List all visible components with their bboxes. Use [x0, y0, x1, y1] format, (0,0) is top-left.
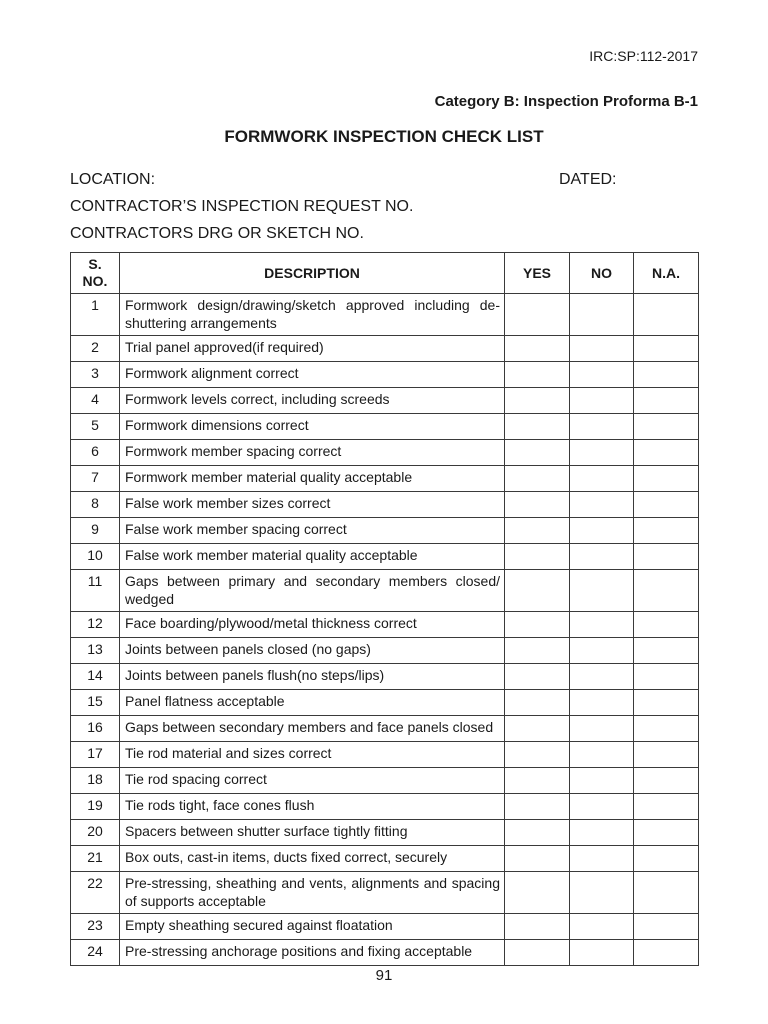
row-na-cell[interactable] [634, 690, 699, 716]
drawing-sketch-label: CONTRACTORS DRG OR SKETCH NO. [70, 225, 364, 242]
row-description: Formwork member material quality acceptable [120, 466, 505, 492]
row-description: Joints between panels flush(no steps/lips) [120, 664, 505, 690]
table-row [71, 820, 699, 846]
row-description: Face boarding/plywood/metal thickness correct [120, 612, 505, 638]
row-description: Gaps between primary and secondary members closed/ wedged [120, 570, 505, 612]
row-yes-cell[interactable] [505, 638, 570, 664]
dated-label: DATED: [559, 171, 617, 188]
row-description: False work member spacing correct [120, 518, 505, 544]
row-serial-number: 9 [71, 518, 120, 544]
row-yes-cell[interactable] [505, 716, 570, 742]
row-serial-number: 3 [71, 362, 120, 388]
row-serial-number: 6 [71, 440, 120, 466]
row-serial-number: 22 [71, 872, 120, 914]
column-header-description: DESCRIPTION [120, 253, 505, 294]
row-na-cell[interactable] [634, 612, 699, 638]
row-yes-cell[interactable] [505, 940, 570, 966]
row-description: Panel flatness acceptable [120, 690, 505, 716]
row-na-cell[interactable] [634, 388, 699, 414]
row-no-cell[interactable] [570, 336, 634, 362]
table-row [71, 336, 699, 362]
row-serial-number: 17 [71, 742, 120, 768]
row-description: False work member material quality acceptable [120, 544, 505, 570]
row-na-cell[interactable] [634, 794, 699, 820]
table-row [71, 440, 699, 466]
row-serial-number: 1 [71, 294, 120, 336]
row-description: Pre-stressing, sheathing and vents, alignments and spacing of supports acceptable [120, 872, 505, 914]
row-na-cell[interactable] [634, 768, 699, 794]
row-serial-number: 11 [71, 570, 120, 612]
row-description: Tie rod material and sizes correct [120, 742, 505, 768]
table-row [71, 690, 699, 716]
row-yes-cell[interactable] [505, 388, 570, 414]
row-no-cell[interactable] [570, 872, 634, 914]
row-yes-cell[interactable] [505, 466, 570, 492]
row-yes-cell[interactable] [505, 570, 570, 612]
page-title: FORMWORK INSPECTION CHECK LIST [224, 127, 544, 146]
row-na-cell[interactable] [634, 544, 699, 570]
table-row [71, 612, 699, 638]
table-row [71, 940, 699, 966]
table-row [71, 768, 699, 794]
location-label: LOCATION: [70, 171, 156, 188]
row-description: Formwork member spacing correct [120, 440, 505, 466]
row-description: Formwork alignment correct [120, 362, 505, 388]
row-description: Formwork levels correct, including screeds [120, 388, 505, 414]
row-description: Empty sheathing secured against floatation [120, 914, 505, 940]
row-no-cell[interactable] [570, 414, 634, 440]
row-description: Gaps between secondary members and face panels closed [120, 716, 505, 742]
column-header-yes: YES [505, 253, 570, 294]
table-header-row [71, 253, 699, 294]
row-serial-number: 5 [71, 414, 120, 440]
row-no-cell[interactable] [570, 638, 634, 664]
row-description: Tie rods tight, face cones flush [120, 794, 505, 820]
row-yes-cell[interactable] [505, 820, 570, 846]
row-serial-number: 12 [71, 612, 120, 638]
row-description: Tie rod spacing correct [120, 768, 505, 794]
row-serial-number: 24 [71, 940, 120, 966]
category-heading: Category B: Inspection Proforma B-1 [434, 93, 698, 110]
table-row [71, 466, 699, 492]
row-na-cell[interactable] [634, 336, 699, 362]
row-serial-number: 19 [71, 794, 120, 820]
row-na-cell[interactable] [634, 570, 699, 612]
row-na-cell[interactable] [634, 492, 699, 518]
table-row [71, 388, 699, 414]
row-yes-cell[interactable] [505, 846, 570, 872]
row-yes-cell[interactable] [505, 336, 570, 362]
row-serial-number: 18 [71, 768, 120, 794]
row-na-cell[interactable] [634, 940, 699, 966]
row-yes-cell[interactable] [505, 914, 570, 940]
column-header-sno [71, 253, 120, 294]
row-no-cell[interactable] [570, 570, 634, 612]
row-na-cell[interactable] [634, 716, 699, 742]
row-no-cell[interactable] [570, 466, 634, 492]
table-row [71, 794, 699, 820]
row-no-cell[interactable] [570, 518, 634, 544]
row-description: Formwork design/drawing/sketch approved including de-shuttering arrangements [120, 294, 505, 336]
row-yes-cell[interactable] [505, 872, 570, 914]
row-yes-cell[interactable] [505, 742, 570, 768]
table-row [71, 414, 699, 440]
row-no-cell[interactable] [570, 846, 634, 872]
row-serial-number: 8 [71, 492, 120, 518]
row-no-cell[interactable] [570, 544, 634, 570]
table-row [71, 518, 699, 544]
row-serial-number: 4 [71, 388, 120, 414]
row-no-cell[interactable] [570, 612, 634, 638]
row-serial-number: 14 [71, 664, 120, 690]
row-serial-number: 23 [71, 914, 120, 940]
row-na-cell[interactable] [634, 846, 699, 872]
row-no-cell[interactable] [570, 742, 634, 768]
table-row [71, 716, 699, 742]
table-row [71, 846, 699, 872]
row-yes-cell[interactable] [505, 518, 570, 544]
row-no-cell[interactable] [570, 388, 634, 414]
table-row [71, 638, 699, 664]
row-yes-cell[interactable] [505, 794, 570, 820]
row-description: False work member sizes correct [120, 492, 505, 518]
row-na-cell[interactable] [634, 820, 699, 846]
row-serial-number: 7 [71, 466, 120, 492]
row-na-cell[interactable] [634, 414, 699, 440]
row-description: Formwork dimensions correct [120, 414, 505, 440]
row-yes-cell[interactable] [505, 690, 570, 716]
inspection-request-label: CONTRACTOR’S INSPECTION REQUEST NO. [70, 198, 414, 215]
row-na-cell[interactable] [634, 872, 699, 914]
row-no-cell[interactable] [570, 440, 634, 466]
table-row [71, 664, 699, 690]
row-serial-number: 16 [71, 716, 120, 742]
row-yes-cell[interactable] [505, 440, 570, 466]
row-serial-number: 10 [71, 544, 120, 570]
row-no-cell[interactable] [570, 690, 634, 716]
row-no-cell[interactable] [570, 664, 634, 690]
row-na-cell[interactable] [634, 664, 699, 690]
row-no-cell[interactable] [570, 768, 634, 794]
row-na-cell[interactable] [634, 362, 699, 388]
table-row [71, 294, 699, 336]
table-row [71, 544, 699, 570]
row-no-cell[interactable] [570, 820, 634, 846]
row-na-cell[interactable] [634, 742, 699, 768]
column-header-na: N.A. [634, 253, 699, 294]
row-yes-cell[interactable] [505, 612, 570, 638]
row-yes-cell[interactable] [505, 414, 570, 440]
row-no-cell[interactable] [570, 362, 634, 388]
row-yes-cell[interactable] [505, 544, 570, 570]
row-na-cell[interactable] [634, 638, 699, 664]
row-yes-cell[interactable] [505, 294, 570, 336]
row-na-cell[interactable] [634, 518, 699, 544]
row-na-cell[interactable] [634, 294, 699, 336]
row-no-cell[interactable] [570, 716, 634, 742]
table-row [71, 914, 699, 940]
table-row [71, 872, 699, 914]
row-na-cell[interactable] [634, 440, 699, 466]
column-header-sno-line1: S. [88, 256, 102, 272]
row-yes-cell[interactable] [505, 362, 570, 388]
row-description: Spacers between shutter surface tightly fitting [120, 820, 505, 846]
row-na-cell[interactable] [634, 914, 699, 940]
table-row [71, 492, 699, 518]
page-number: 91 [375, 967, 393, 984]
table-row [71, 362, 699, 388]
row-serial-number: 2 [71, 336, 120, 362]
row-description: Joints between panels closed (no gaps) [120, 638, 505, 664]
column-header-sno-line2: NO. [82, 273, 108, 289]
row-serial-number: 15 [71, 690, 120, 716]
row-serial-number: 20 [71, 820, 120, 846]
row-na-cell[interactable] [634, 466, 699, 492]
table-row [71, 742, 699, 768]
row-no-cell[interactable] [570, 492, 634, 518]
row-serial-number: 21 [71, 846, 120, 872]
row-no-cell[interactable] [570, 794, 634, 820]
row-serial-number: 13 [71, 638, 120, 664]
row-no-cell[interactable] [570, 294, 634, 336]
table-row [71, 570, 699, 612]
row-description: Box outs, cast-in items, ducts fixed correct, securely [120, 846, 505, 872]
row-yes-cell[interactable] [505, 768, 570, 794]
row-yes-cell[interactable] [505, 664, 570, 690]
document-code: IRC:SP:112-2017 [589, 48, 698, 64]
row-yes-cell[interactable] [505, 492, 570, 518]
row-description: Trial panel approved(if required) [120, 336, 505, 362]
row-description: Pre-stressing anchorage positions and fixing acceptable [120, 940, 505, 966]
row-no-cell[interactable] [570, 914, 634, 940]
row-no-cell[interactable] [570, 940, 634, 966]
column-header-no: NO [570, 253, 634, 294]
checklist-table [70, 252, 699, 966]
